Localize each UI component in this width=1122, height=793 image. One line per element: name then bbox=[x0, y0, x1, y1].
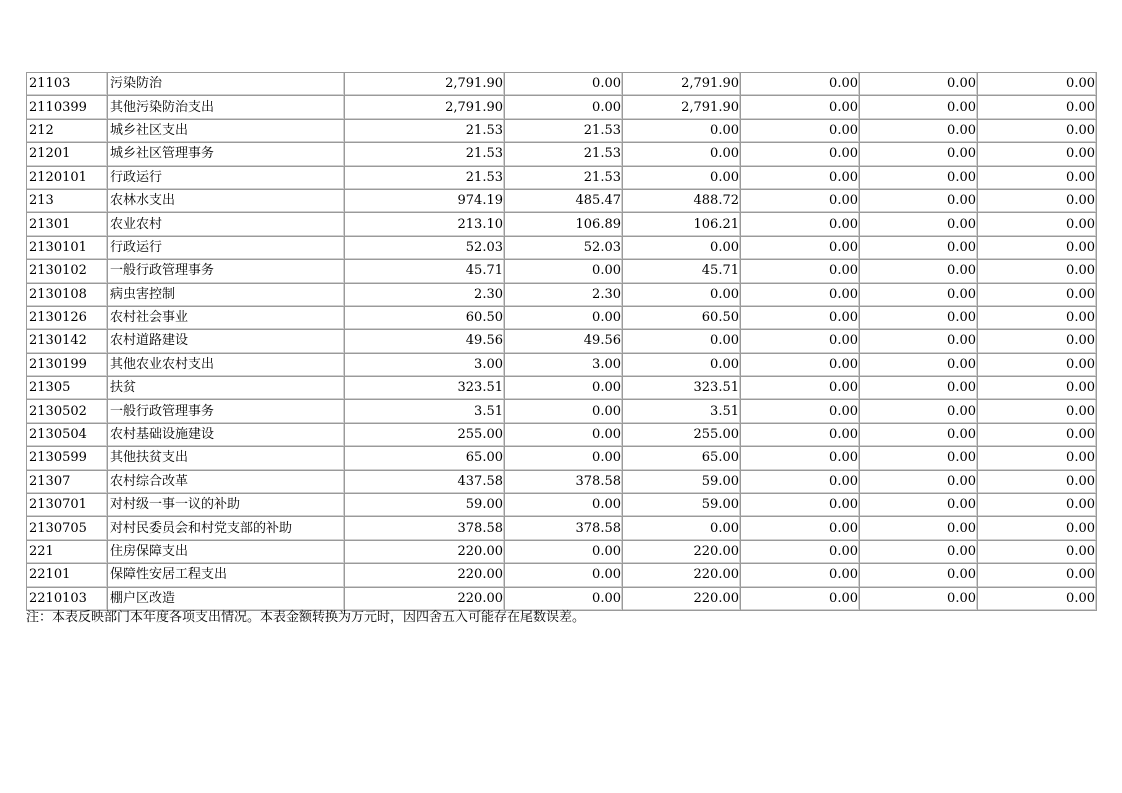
total-amount-cell: 2.30 bbox=[345, 283, 505, 306]
subject-name-cell: 农村道路建设 bbox=[108, 330, 345, 353]
total-amount-cell: 21.53 bbox=[345, 119, 505, 142]
total-amount-cell: 220.00 bbox=[345, 564, 505, 587]
other-col-1-cell: 0.00 bbox=[741, 166, 860, 189]
other-col-1-cell: 0.00 bbox=[741, 96, 860, 119]
other-col-2-cell: 0.00 bbox=[860, 564, 978, 587]
table-row bbox=[27, 330, 1097, 353]
project-expenditure-cell: 2,791.90 bbox=[623, 73, 741, 96]
subject-name-cell: 行政运行 bbox=[108, 166, 345, 189]
total-amount-cell: 437.58 bbox=[345, 470, 505, 493]
table-row bbox=[27, 96, 1097, 119]
project-expenditure-cell: 59.00 bbox=[623, 494, 741, 517]
total-amount-cell: 3.00 bbox=[345, 353, 505, 376]
table-row bbox=[27, 236, 1097, 259]
project-expenditure-cell: 0.00 bbox=[623, 353, 741, 376]
other-col-1-cell: 0.00 bbox=[741, 119, 860, 142]
total-amount-cell: 378.58 bbox=[345, 517, 505, 540]
basic-expenditure-cell: 0.00 bbox=[505, 96, 623, 119]
project-expenditure-cell: 2,791.90 bbox=[623, 96, 741, 119]
subject-code-cell: 21307 bbox=[27, 470, 108, 493]
total-amount-cell: 3.51 bbox=[345, 400, 505, 423]
other-col-1-cell: 0.00 bbox=[741, 377, 860, 400]
other-col-2-cell: 0.00 bbox=[860, 306, 978, 329]
subject-name-cell: 其他扶贫支出 bbox=[108, 447, 345, 470]
other-col-1-cell: 0.00 bbox=[741, 306, 860, 329]
other-col-3-cell: 0.00 bbox=[978, 540, 1097, 563]
basic-expenditure-cell: 0.00 bbox=[505, 260, 623, 283]
other-col-3-cell: 0.00 bbox=[978, 96, 1097, 119]
table-row bbox=[27, 494, 1097, 517]
subject-code-cell: 2120101 bbox=[27, 166, 108, 189]
subject-name-cell: 其他农业农村支出 bbox=[108, 353, 345, 376]
table-row bbox=[27, 189, 1097, 212]
other-col-2-cell: 0.00 bbox=[860, 540, 978, 563]
basic-expenditure-cell: 0.00 bbox=[505, 423, 623, 446]
other-col-1-cell: 0.00 bbox=[741, 236, 860, 259]
project-expenditure-cell: 220.00 bbox=[623, 587, 741, 610]
basic-expenditure-cell: 0.00 bbox=[505, 73, 623, 96]
table-row bbox=[27, 119, 1097, 142]
basic-expenditure-cell: 106.89 bbox=[505, 213, 623, 236]
subject-name-cell: 行政运行 bbox=[108, 236, 345, 259]
other-col-2-cell: 0.00 bbox=[860, 73, 978, 96]
subject-code-cell: 2130142 bbox=[27, 330, 108, 353]
other-col-2-cell: 0.00 bbox=[860, 377, 978, 400]
subject-name-cell: 对村级一事一议的补助 bbox=[108, 494, 345, 517]
other-col-3-cell: 0.00 bbox=[978, 283, 1097, 306]
project-expenditure-cell: 488.72 bbox=[623, 189, 741, 212]
other-col-1-cell: 0.00 bbox=[741, 517, 860, 540]
total-amount-cell: 220.00 bbox=[345, 540, 505, 563]
subject-name-cell: 农村综合改革 bbox=[108, 470, 345, 493]
other-col-3-cell: 0.00 bbox=[978, 189, 1097, 212]
other-col-3-cell: 0.00 bbox=[978, 166, 1097, 189]
subject-name-cell: 对村民委员会和村党支部的补助 bbox=[108, 517, 345, 540]
table-row bbox=[27, 353, 1097, 376]
subject-code-cell: 2130599 bbox=[27, 447, 108, 470]
project-expenditure-cell: 45.71 bbox=[623, 260, 741, 283]
project-expenditure-cell: 0.00 bbox=[623, 166, 741, 189]
subject-code-cell: 21201 bbox=[27, 143, 108, 166]
subject-code-cell: 2130504 bbox=[27, 423, 108, 446]
other-col-2-cell: 0.00 bbox=[860, 494, 978, 517]
subject-code-cell: 2130126 bbox=[27, 306, 108, 329]
subject-name-cell: 一般行政管理事务 bbox=[108, 260, 345, 283]
table-row bbox=[27, 213, 1097, 236]
subject-code-cell: 2130701 bbox=[27, 494, 108, 517]
other-col-2-cell: 0.00 bbox=[860, 423, 978, 446]
project-expenditure-cell: 0.00 bbox=[623, 236, 741, 259]
other-col-3-cell: 0.00 bbox=[978, 494, 1097, 517]
basic-expenditure-cell: 485.47 bbox=[505, 189, 623, 212]
subject-code-cell: 2210103 bbox=[27, 587, 108, 610]
basic-expenditure-cell: 0.00 bbox=[505, 400, 623, 423]
project-expenditure-cell: 220.00 bbox=[623, 540, 741, 563]
other-col-1-cell: 0.00 bbox=[741, 330, 860, 353]
total-amount-cell: 45.71 bbox=[345, 260, 505, 283]
other-col-1-cell: 0.00 bbox=[741, 260, 860, 283]
basic-expenditure-cell: 378.58 bbox=[505, 470, 623, 493]
other-col-3-cell: 0.00 bbox=[978, 330, 1097, 353]
table-row bbox=[27, 306, 1097, 329]
basic-expenditure-cell: 0.00 bbox=[505, 540, 623, 563]
table-row bbox=[27, 73, 1097, 96]
other-col-2-cell: 0.00 bbox=[860, 447, 978, 470]
project-expenditure-cell: 0.00 bbox=[623, 330, 741, 353]
other-col-3-cell: 0.00 bbox=[978, 213, 1097, 236]
table-row bbox=[27, 377, 1097, 400]
other-col-2-cell: 0.00 bbox=[860, 587, 978, 610]
total-amount-cell: 255.00 bbox=[345, 423, 505, 446]
subject-name-cell: 其他污染防治支出 bbox=[108, 96, 345, 119]
other-col-1-cell: 0.00 bbox=[741, 447, 860, 470]
total-amount-cell: 52.03 bbox=[345, 236, 505, 259]
table-row bbox=[27, 283, 1097, 306]
basic-expenditure-cell: 0.00 bbox=[505, 447, 623, 470]
total-amount-cell: 21.53 bbox=[345, 143, 505, 166]
project-expenditure-cell: 0.00 bbox=[623, 143, 741, 166]
other-col-2-cell: 0.00 bbox=[860, 260, 978, 283]
other-col-2-cell: 0.00 bbox=[860, 143, 978, 166]
subject-code-cell: 221 bbox=[27, 540, 108, 563]
project-expenditure-cell: 0.00 bbox=[623, 283, 741, 306]
basic-expenditure-cell: 0.00 bbox=[505, 377, 623, 400]
other-col-3-cell: 0.00 bbox=[978, 470, 1097, 493]
other-col-3-cell: 0.00 bbox=[978, 236, 1097, 259]
expenditure-table bbox=[26, 72, 1097, 611]
other-col-3-cell: 0.00 bbox=[978, 377, 1097, 400]
project-expenditure-cell: 60.50 bbox=[623, 306, 741, 329]
project-expenditure-cell: 65.00 bbox=[623, 447, 741, 470]
total-amount-cell: 60.50 bbox=[345, 306, 505, 329]
table-row bbox=[27, 400, 1097, 423]
project-expenditure-cell: 255.00 bbox=[623, 423, 741, 446]
subject-name-cell: 保障性安居工程支出 bbox=[108, 564, 345, 587]
other-col-3-cell: 0.00 bbox=[978, 353, 1097, 376]
total-amount-cell: 49.56 bbox=[345, 330, 505, 353]
subject-code-cell: 22101 bbox=[27, 564, 108, 587]
other-col-2-cell: 0.00 bbox=[860, 330, 978, 353]
other-col-2-cell: 0.00 bbox=[860, 96, 978, 119]
project-expenditure-cell: 3.51 bbox=[623, 400, 741, 423]
basic-expenditure-cell: 2.30 bbox=[505, 283, 623, 306]
other-col-1-cell: 0.00 bbox=[741, 540, 860, 563]
other-col-2-cell: 0.00 bbox=[860, 166, 978, 189]
subject-code-cell: 213 bbox=[27, 189, 108, 212]
subject-code-cell: 2130502 bbox=[27, 400, 108, 423]
subject-code-cell: 21103 bbox=[27, 73, 108, 96]
other-col-1-cell: 0.00 bbox=[741, 470, 860, 493]
table-row bbox=[27, 260, 1097, 283]
table-row bbox=[27, 166, 1097, 189]
basic-expenditure-cell: 21.53 bbox=[505, 119, 623, 142]
other-col-3-cell: 0.00 bbox=[978, 306, 1097, 329]
table-row bbox=[27, 564, 1097, 587]
total-amount-cell: 220.00 bbox=[345, 587, 505, 610]
other-col-2-cell: 0.00 bbox=[860, 119, 978, 142]
other-col-1-cell: 0.00 bbox=[741, 400, 860, 423]
subject-name-cell: 城乡社区支出 bbox=[108, 119, 345, 142]
basic-expenditure-cell: 0.00 bbox=[505, 494, 623, 517]
other-col-2-cell: 0.00 bbox=[860, 236, 978, 259]
other-col-3-cell: 0.00 bbox=[978, 73, 1097, 96]
subject-code-cell: 21305 bbox=[27, 377, 108, 400]
other-col-3-cell: 0.00 bbox=[978, 400, 1097, 423]
subject-name-cell: 扶贫 bbox=[108, 377, 345, 400]
subject-name-cell: 农林水支出 bbox=[108, 189, 345, 212]
basic-expenditure-cell: 0.00 bbox=[505, 564, 623, 587]
subject-code-cell: 212 bbox=[27, 119, 108, 142]
other-col-2-cell: 0.00 bbox=[860, 400, 978, 423]
subject-code-cell: 2130705 bbox=[27, 517, 108, 540]
subject-code-cell: 21301 bbox=[27, 213, 108, 236]
other-col-3-cell: 0.00 bbox=[978, 260, 1097, 283]
basic-expenditure-cell: 378.58 bbox=[505, 517, 623, 540]
other-col-1-cell: 0.00 bbox=[741, 564, 860, 587]
basic-expenditure-cell: 3.00 bbox=[505, 353, 623, 376]
subject-code-cell: 2130101 bbox=[27, 236, 108, 259]
subject-code-cell: 2130199 bbox=[27, 353, 108, 376]
basic-expenditure-cell: 21.53 bbox=[505, 143, 623, 166]
subject-name-cell: 城乡社区管理事务 bbox=[108, 143, 345, 166]
subject-name-cell: 一般行政管理事务 bbox=[108, 400, 345, 423]
other-col-1-cell: 0.00 bbox=[741, 73, 860, 96]
other-col-3-cell: 0.00 bbox=[978, 423, 1097, 446]
other-col-3-cell: 0.00 bbox=[978, 587, 1097, 610]
other-col-1-cell: 0.00 bbox=[741, 494, 860, 517]
project-expenditure-cell: 323.51 bbox=[623, 377, 741, 400]
subject-name-cell: 农村社会事业 bbox=[108, 306, 345, 329]
basic-expenditure-cell: 52.03 bbox=[505, 236, 623, 259]
total-amount-cell: 59.00 bbox=[345, 494, 505, 517]
total-amount-cell: 2,791.90 bbox=[345, 96, 505, 119]
total-amount-cell: 323.51 bbox=[345, 377, 505, 400]
subject-name-cell: 污染防治 bbox=[108, 73, 345, 96]
subject-code-cell: 2130102 bbox=[27, 260, 108, 283]
other-col-2-cell: 0.00 bbox=[860, 189, 978, 212]
other-col-1-cell: 0.00 bbox=[741, 587, 860, 610]
project-expenditure-cell: 220.00 bbox=[623, 564, 741, 587]
other-col-3-cell: 0.00 bbox=[978, 143, 1097, 166]
table-body bbox=[27, 73, 1097, 611]
other-col-1-cell: 0.00 bbox=[741, 143, 860, 166]
subject-code-cell: 2110399 bbox=[27, 96, 108, 119]
project-expenditure-cell: 0.00 bbox=[623, 517, 741, 540]
other-col-1-cell: 0.00 bbox=[741, 283, 860, 306]
project-expenditure-cell: 106.21 bbox=[623, 213, 741, 236]
other-col-2-cell: 0.00 bbox=[860, 353, 978, 376]
table-row bbox=[27, 470, 1097, 493]
other-col-1-cell: 0.00 bbox=[741, 213, 860, 236]
project-expenditure-cell: 0.00 bbox=[623, 119, 741, 142]
total-amount-cell: 65.00 bbox=[345, 447, 505, 470]
other-col-1-cell: 0.00 bbox=[741, 423, 860, 446]
table-row bbox=[27, 587, 1097, 610]
basic-expenditure-cell: 49.56 bbox=[505, 330, 623, 353]
basic-expenditure-cell: 21.53 bbox=[505, 166, 623, 189]
table-row bbox=[27, 517, 1097, 540]
subject-code-cell: 2130108 bbox=[27, 283, 108, 306]
other-col-1-cell: 0.00 bbox=[741, 353, 860, 376]
other-col-3-cell: 0.00 bbox=[978, 119, 1097, 142]
subject-name-cell: 农村基础设施建设 bbox=[108, 423, 345, 446]
other-col-2-cell: 0.00 bbox=[860, 517, 978, 540]
other-col-2-cell: 0.00 bbox=[860, 283, 978, 306]
table-row bbox=[27, 540, 1097, 563]
total-amount-cell: 21.53 bbox=[345, 166, 505, 189]
other-col-3-cell: 0.00 bbox=[978, 517, 1097, 540]
subject-name-cell: 农业农村 bbox=[108, 213, 345, 236]
other-col-1-cell: 0.00 bbox=[741, 189, 860, 212]
table-row bbox=[27, 447, 1097, 470]
other-col-2-cell: 0.00 bbox=[860, 470, 978, 493]
total-amount-cell: 2,791.90 bbox=[345, 73, 505, 96]
table-row bbox=[27, 143, 1097, 166]
basic-expenditure-cell: 0.00 bbox=[505, 587, 623, 610]
other-col-2-cell: 0.00 bbox=[860, 213, 978, 236]
subject-name-cell: 住房保障支出 bbox=[108, 540, 345, 563]
total-amount-cell: 974.19 bbox=[345, 189, 505, 212]
table-row bbox=[27, 423, 1097, 446]
footnote: 注：本表反映部门本年度各项支出情况。本表金额转换为万元时，因四舍五入可能存在尾数误差。 bbox=[26, 610, 586, 625]
other-col-3-cell: 0.00 bbox=[978, 564, 1097, 587]
total-amount-cell: 213.10 bbox=[345, 213, 505, 236]
project-expenditure-cell: 59.00 bbox=[623, 470, 741, 493]
other-col-3-cell: 0.00 bbox=[978, 447, 1097, 470]
basic-expenditure-cell: 0.00 bbox=[505, 306, 623, 329]
subject-name-cell: 病虫害控制 bbox=[108, 283, 345, 306]
subject-name-cell: 棚户区改造 bbox=[108, 587, 345, 610]
